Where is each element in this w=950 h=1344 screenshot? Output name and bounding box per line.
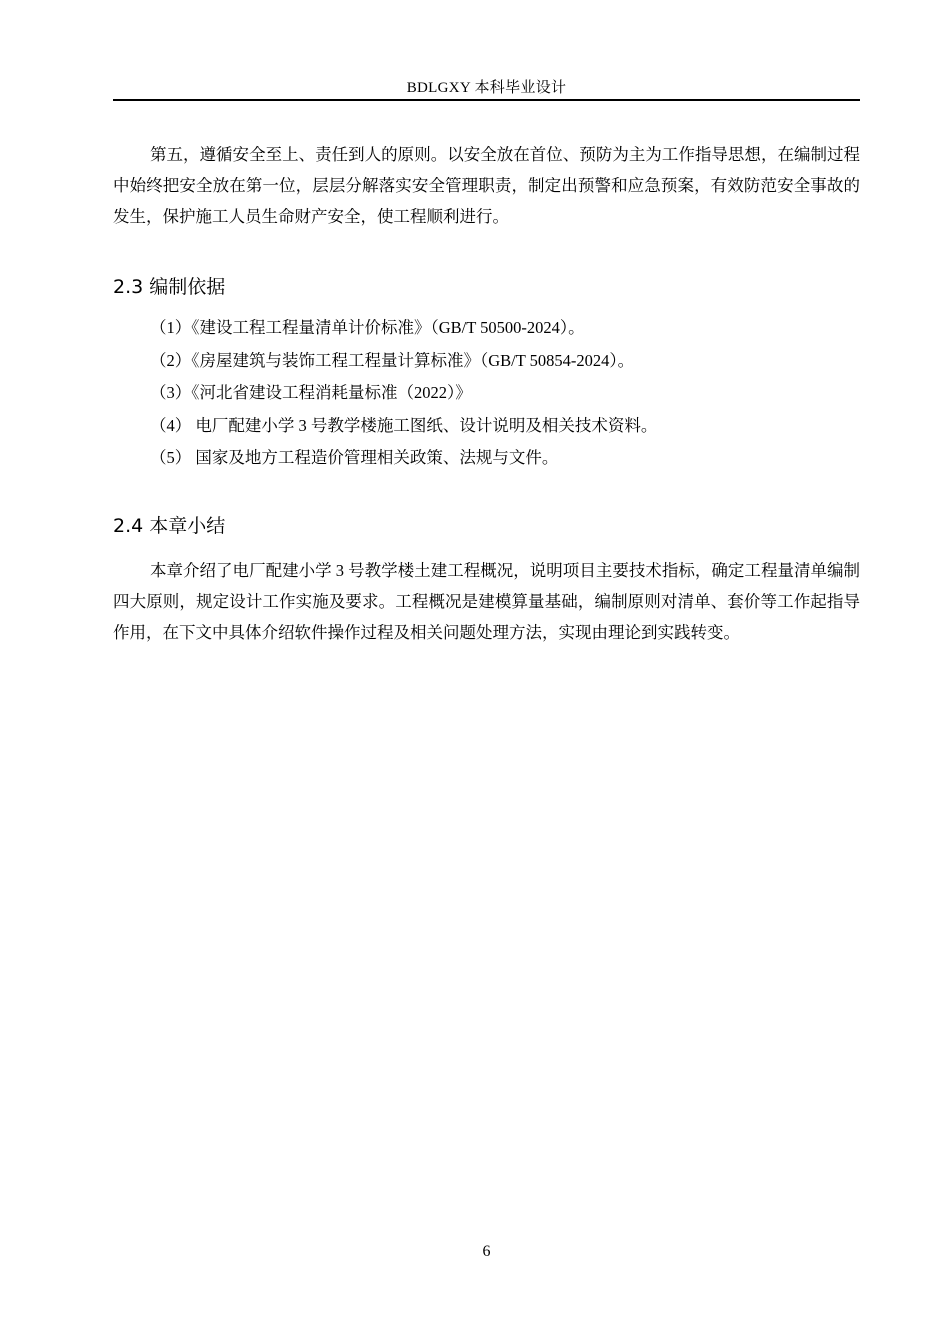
page-header: BDLGXY 本科毕业设计	[406, 80, 567, 96]
section-2-3-heading: 2.3 编制依据	[113, 276, 226, 298]
header-divider	[113, 99, 860, 101]
intro-paragraph: 第五，遵循安全至上、责任到人的原则。以安全放在首位、预防为主为工作指导思想，在编制过程中始终把安全放在第一位，层层分解落实安全管理职责，制定出预警和应急预案，有效防范安全事故的发生，保护施工人员生命财产安全，使工程顺利进行。	[113, 145, 860, 226]
reference-item: （2）《房屋建筑与装饰工程工程量计算标准》（GB/T 50854-2024）。	[150, 350, 635, 370]
reference-item: （1）《建设工程工程量清单计价标准》（GB/T 50500-2024）。	[150, 318, 585, 337]
summary-paragraph: 本章介绍了电厂配建小学 3 号教学楼土建工程概况，说明项目主要技术指标，确定工程量清单编制四大原则，规定设计工作实施及要求。工程概况是建模算量基础，编制原则对清单、套价等工作起指导作用，在下文中具体介绍软件操作过程及相关问题处理方法，实现由理论到实践转变。	[113, 561, 860, 642]
page-number: 6	[482, 1243, 491, 1260]
section-2-4-heading: 2.4 本章小结	[113, 515, 226, 537]
reference-item: （4） 电厂配建小学 3 号教学楼施工图纸、设计说明及相关技术资料。	[150, 415, 658, 435]
reference-item: （3）《河北省建设工程消耗量标准（2022）》	[150, 383, 472, 402]
reference-item: （5） 国家及地方工程造价管理相关政策、法规与文件。	[150, 448, 559, 467]
reference-list	[150, 316, 860, 479]
